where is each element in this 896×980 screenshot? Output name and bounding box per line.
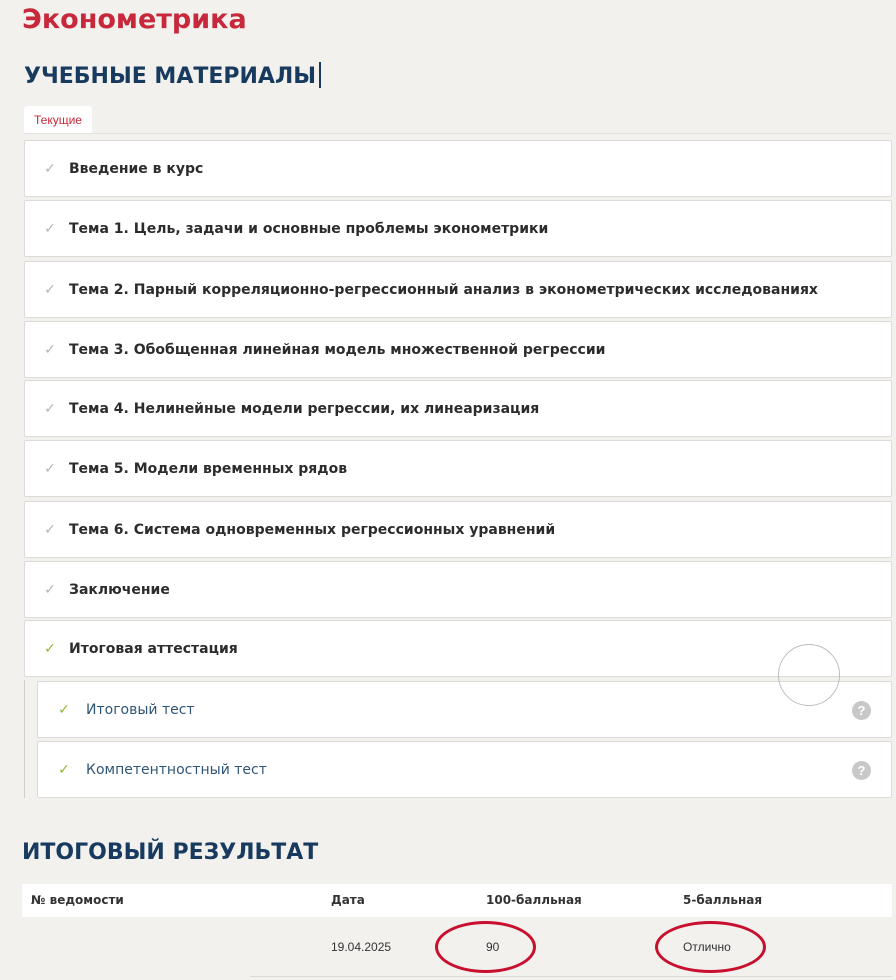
module-intro[interactable] <box>24 140 892 197</box>
column-statement-no: № ведомости <box>31 893 124 907</box>
module-label: Тема 3. Обобщенная линейная модель множественной регрессии <box>69 341 606 358</box>
column-date: Дата <box>331 893 365 907</box>
check-icon: ✓ <box>44 160 56 176</box>
column-score-5: 5-балльная <box>683 893 763 907</box>
module-label: Тема 2. Парный корреляционно-регрессионный анализ в эконометрических исследованиях <box>69 281 818 298</box>
module-label: Тема 4. Нелинейные модели регрессии, их линеаризация <box>69 400 540 417</box>
module-label: Заключение <box>69 581 170 598</box>
module-label: Тема 1. Цель, задачи и основные проблемы эконометрики <box>69 220 549 237</box>
module-label: Итоговая аттестация <box>69 640 238 657</box>
highlight-ellipse-score-5 <box>655 921 766 973</box>
module-topic-2[interactable] <box>24 261 892 318</box>
cell-score-5: Отлично <box>683 940 731 954</box>
row-divider <box>250 976 892 977</box>
tab-current[interactable]: Текущие <box>24 106 92 134</box>
module-topic-6[interactable] <box>24 501 892 558</box>
module-label: Тема 6. Система одновременных регрессионных уравнений <box>69 521 556 538</box>
subitem-label: Компетентностный тест <box>86 761 267 778</box>
subitem-competency-test[interactable] <box>37 741 892 798</box>
check-icon: ✓ <box>44 521 56 537</box>
check-icon: ✓ <box>58 701 70 717</box>
check-icon: ✓ <box>44 640 56 656</box>
cell-score-100: 90 <box>486 940 500 954</box>
check-icon: ✓ <box>44 341 56 357</box>
result-heading: ИТОГОВЫЙ РЕЗУЛЬТАТ <box>22 840 319 865</box>
check-icon: ✓ <box>44 220 56 236</box>
module-topic-5[interactable] <box>24 440 892 497</box>
subitem-final-test[interactable] <box>37 681 892 738</box>
module-final-assessment[interactable] <box>24 620 892 677</box>
question-icon[interactable]: ? <box>852 761 871 780</box>
check-icon: ✓ <box>58 761 70 777</box>
tab-divider <box>24 133 892 134</box>
column-score-100: 100-балльная <box>486 893 582 907</box>
highlight-ellipse-score-100 <box>435 921 536 973</box>
subitem-label: Итоговый тест <box>86 701 195 718</box>
check-icon: ✓ <box>44 400 56 416</box>
materials-heading <box>24 62 321 89</box>
text-caret <box>319 62 321 88</box>
cell-date: 19.04.2025 <box>331 940 392 954</box>
question-icon[interactable]: ? <box>852 701 871 720</box>
module-label: Введение в курс <box>69 160 204 177</box>
check-icon: ✓ <box>44 460 56 476</box>
materials-heading-text: УЧЕБНЫЕ МАТЕРИАЛЫ <box>24 64 317 89</box>
module-conclusion[interactable] <box>24 561 892 618</box>
module-topic-3[interactable] <box>24 321 892 378</box>
check-icon: ✓ <box>44 281 56 297</box>
result-table-header <box>22 884 892 917</box>
module-topic-1[interactable] <box>24 200 892 257</box>
module-topic-4[interactable] <box>24 380 892 437</box>
course-title: Эконометрика <box>22 4 247 35</box>
check-icon: ✓ <box>44 581 56 597</box>
module-label: Тема 5. Модели временных рядов <box>69 460 348 477</box>
cursor-ring <box>778 644 840 706</box>
subitems-rail <box>24 680 25 798</box>
